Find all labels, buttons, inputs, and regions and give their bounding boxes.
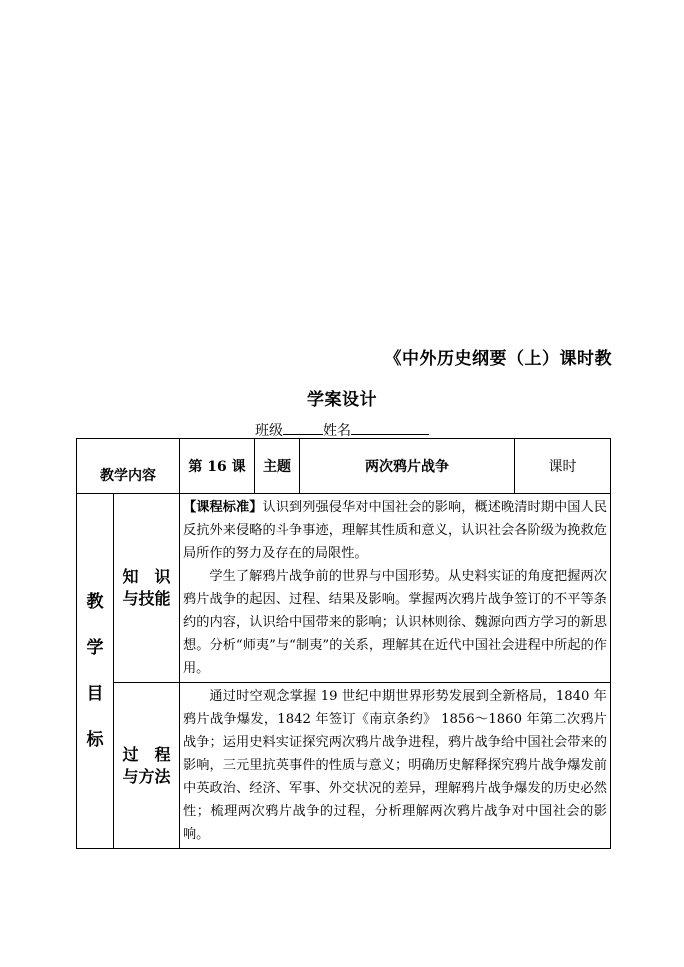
process-label-line1: 过 程 [122, 744, 171, 764]
knowledge-skills-label [114, 494, 180, 683]
goal-char-1: 教 [86, 592, 104, 612]
header-period-label: 课时 [515, 439, 611, 494]
student-info-line [0, 420, 684, 440]
name-blank[interactable] [351, 422, 429, 435]
goal-char-2: 学 [86, 638, 104, 658]
knowledge-skills-content [180, 494, 611, 683]
header-topic: 两次鸦片战争 [300, 439, 515, 494]
class-label: 班级 [255, 423, 283, 439]
document-title-line1: 《中外历史纲要（上）课时教 [384, 349, 612, 369]
knowledge-row [77, 494, 611, 683]
knowledge-label-line2: 与技能 [122, 589, 171, 608]
course-standard-tag: 【课程标准】 [183, 500, 263, 515]
knowledge-paragraph: 学生了解鸦片战争前的世界与中国形势。从史料实证的角度把握两次鸦片战争的起因、过程、结果及影响。掌握两次鸦片战争签订的不平等条约的内容，认识给中国带来的影响；认识林则徐、魏源向西方学习的新思想。分析“师夷”与“制夷”的关系，理解其在近代中国社会进程中所起的作用。 [183, 569, 607, 676]
header-topic-label: 主题 [255, 439, 300, 494]
document-title-line2: 学案设计 [307, 390, 377, 410]
teaching-goals-label [77, 494, 114, 849]
table-header-row [77, 439, 611, 494]
knowledge-label-line1: 知 识 [122, 567, 171, 586]
process-row [77, 683, 611, 849]
process-label-line2: 与方法 [122, 766, 171, 786]
course-standard-text: 认识到列强侵华对中国社会的影响，概述晚清时期中国人民反抗外来侵略的斗争事迹，理解其性质和意义，认识社会各阶级为挽救危局所作的努力及存在的局限性。 [183, 500, 608, 561]
header-teaching-content: 教学内容 [77, 439, 180, 494]
lesson-plan-table [76, 438, 611, 849]
process-paragraph: 通过时空观念掌握 19 世纪中期世界形势发展到全新格局，1840 年鸦片战争爆发，1842 年签订《南京条约》 1856～1860 年第二次鸦片战争；运用史料实证探究两次鸦片战争进程，鸦片战争给中国社会带来的影响，三元里抗英事件的性质与意义；明确历史解释探究鸦片战争爆发前中英政治、经济、军事、外交状况的差异，理解鸦片战争爆发的历史必然性；梳理两次鸦片战争的过程，分析理解两次鸦片战争对中国社会的影响。 [183, 689, 607, 842]
course-standard-paragraph [183, 496, 607, 565]
goal-char-4: 标 [86, 730, 104, 750]
header-lesson-number: 第 16 课 [180, 439, 255, 494]
process-methods-content [180, 683, 611, 849]
name-label: 姓名 [323, 423, 351, 439]
process-methods-label [114, 683, 180, 849]
class-blank[interactable] [283, 422, 323, 435]
goal-char-3: 目 [86, 684, 104, 704]
